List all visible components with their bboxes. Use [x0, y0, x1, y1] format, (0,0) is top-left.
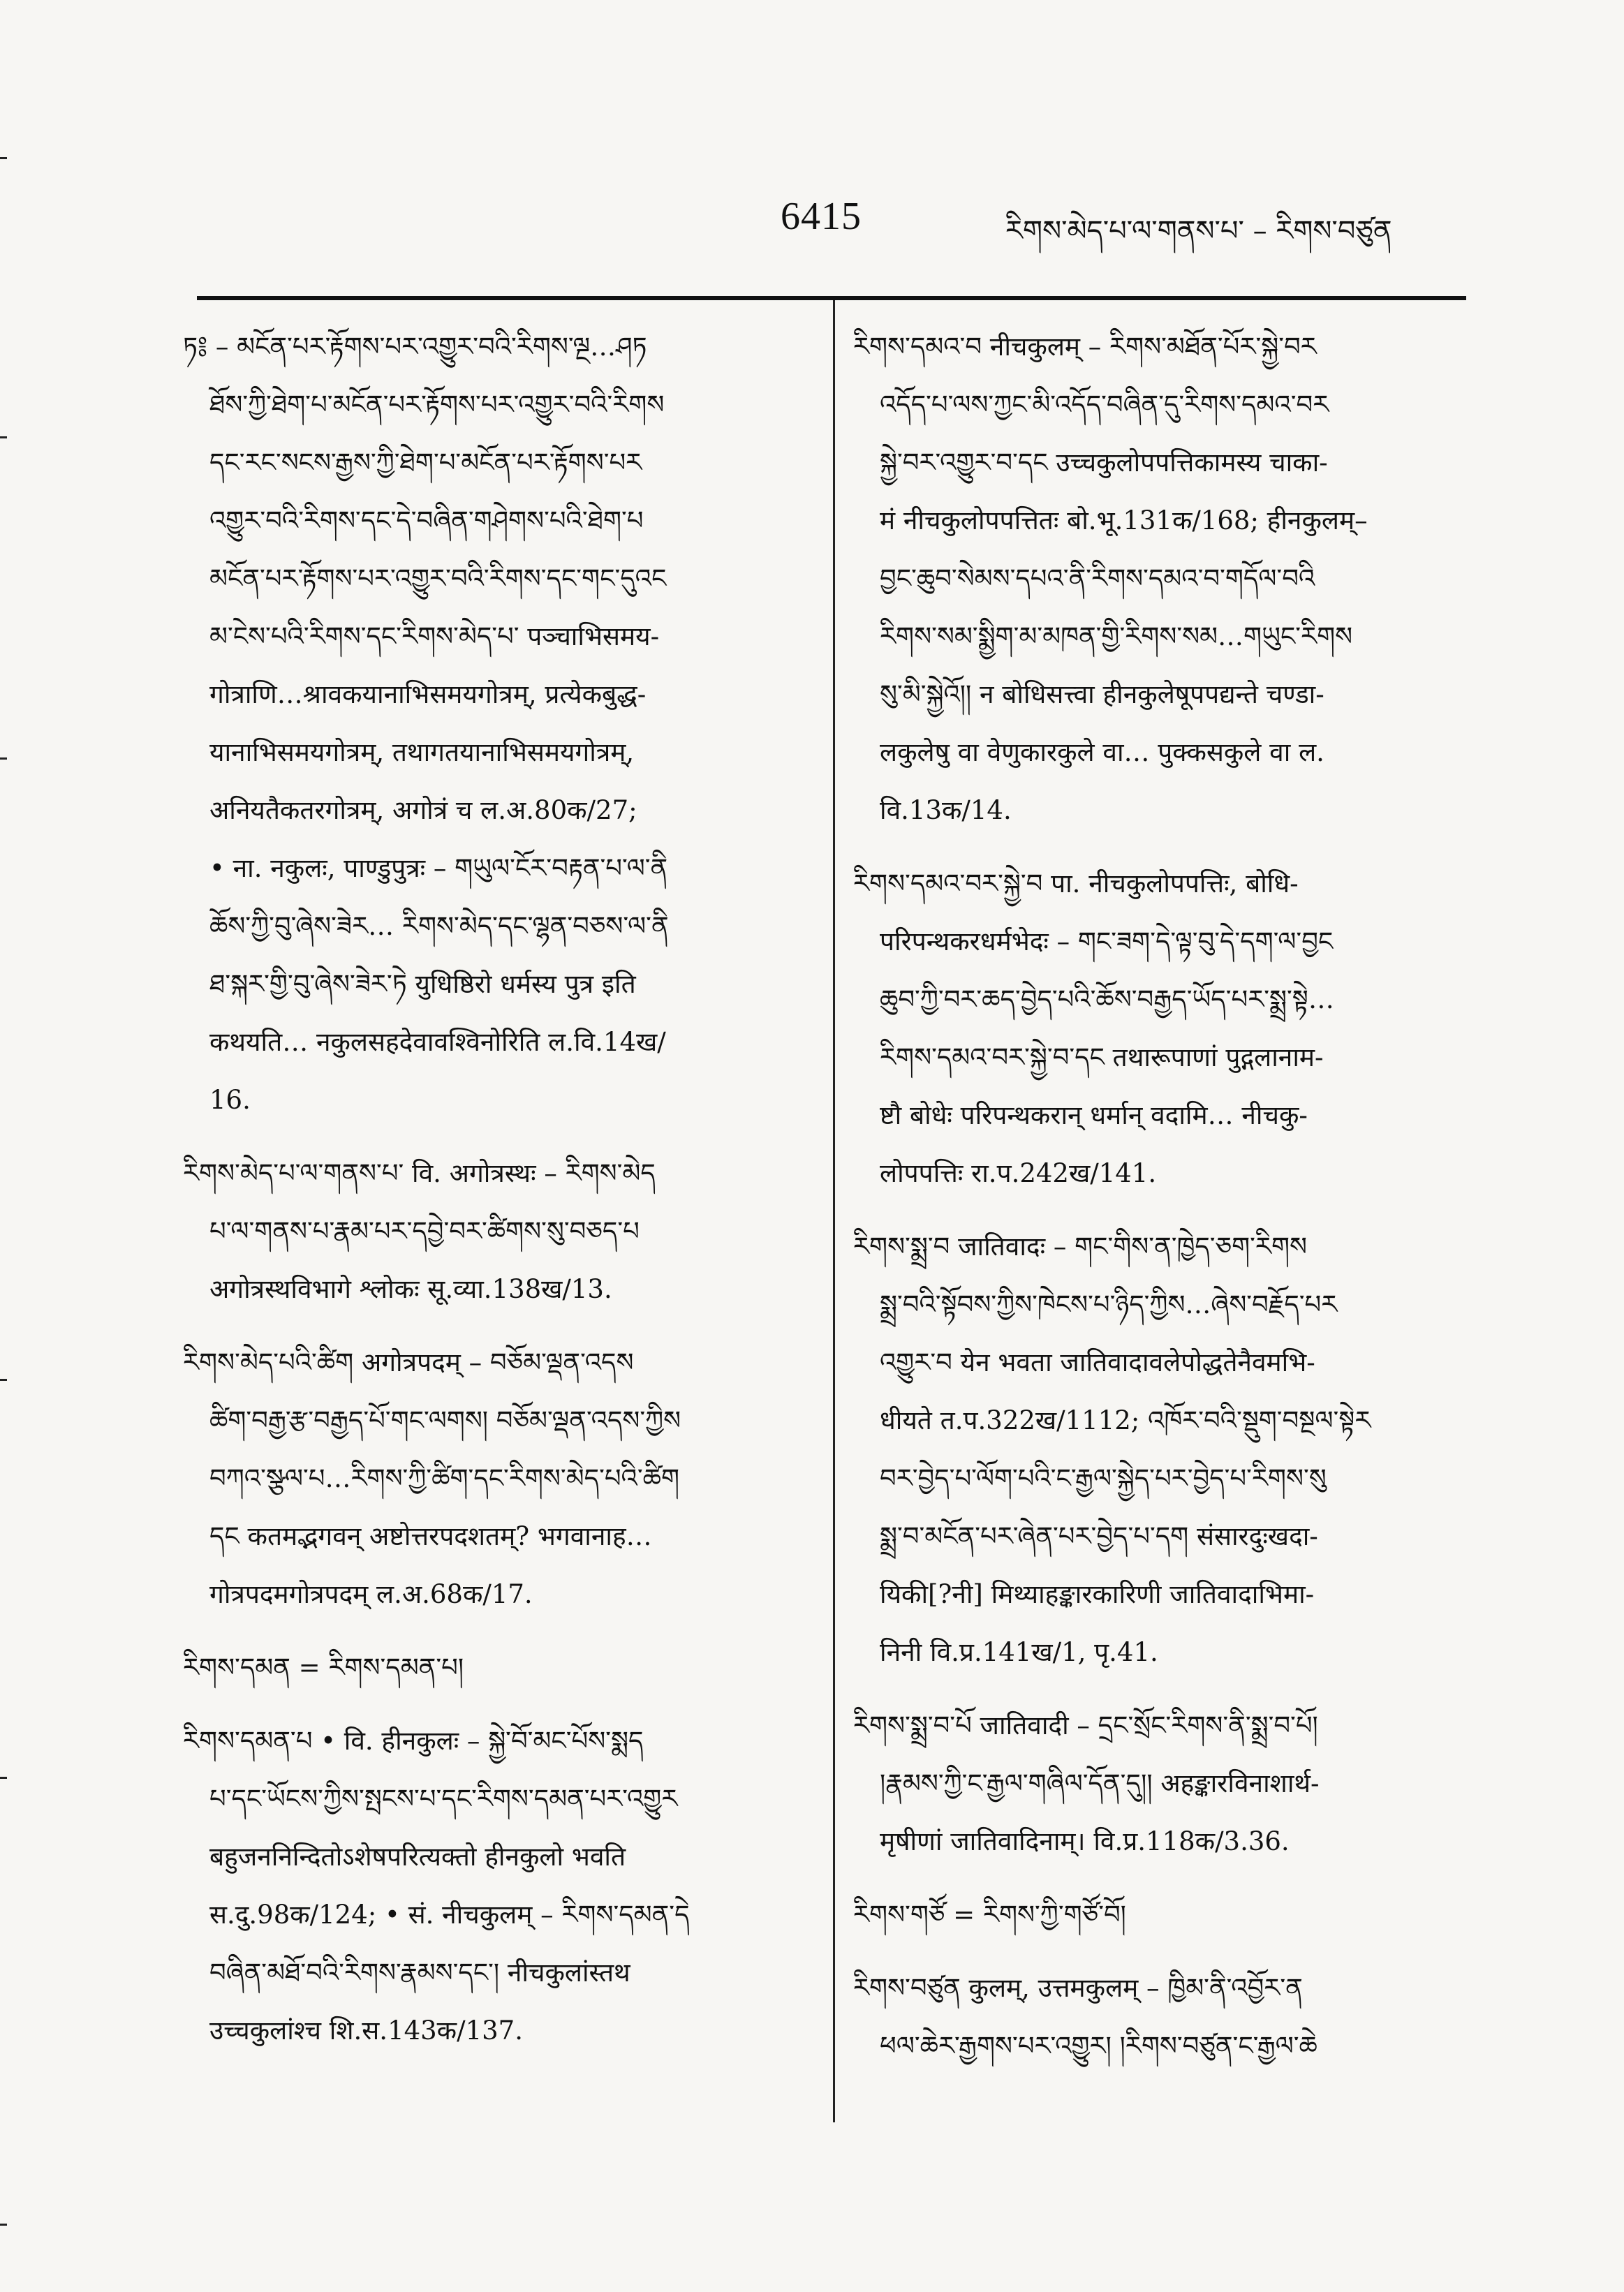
entry-line: ཚིག་བརྒྱ་རྩ་བརྒྱད་པོ་གང་ལགས། བཅོམ་ལྡན་འདས་ཀྱིས	[209, 1405, 681, 1435]
entry-line: परिपन्थकरधर्मभेदः – གང་ཟག་དེ་ལྟ་བུ་དེ་དག་ལ་བྱང	[880, 926, 1334, 956]
entry-line: སྨྲ་བའི་སྟོབས་ཀྱིས་ཁེངས་པ་ཉིད་ཀྱིས…ཞེས་བརྗོད་པར	[880, 1289, 1338, 1319]
entry-line: उच्चकुलांश्च शि.स.143क/137.	[209, 2016, 523, 2046]
dictionary-entry	[853, 1696, 1475, 1870]
entry-headline: རིགས་བཙུན कुलम्, उत्तमकुलम् – ཁྱིམ་ནི་འབྱོར་ན	[853, 1973, 1303, 2003]
entry-headline: རིགས་མེད་པ་ལ་གནས་པ་ वि. अगोत्रस्थः – རིགས་མེད	[183, 1158, 656, 1188]
entry-line: वि.13क/14.	[880, 795, 1012, 825]
entry-line: སྨྲ་བ་མངོན་པར་ཞེན་པར་བྱེད་པ་དག संसारदुःखदा-	[880, 1521, 1318, 1551]
dictionary-entry	[853, 318, 1475, 839]
entry-headline: རིགས་སྨྲ་བ་པོ जातिवादी – དྲང་སྲོང་རིགས་ནི་སྨྲ་བ་པོ།	[853, 1710, 1318, 1740]
entry-line: अनियतैकतरगोत्रम्, अगोत्रं च ल.अ.80क/27;	[209, 795, 637, 825]
entry-headline: ཏ༔ – མངོན་པར་རྟོགས་པར་འགྱུར་བའི་རིགས་ལྔ…ཤཏ	[183, 332, 647, 362]
entry-line: मं नीचकुलोपपत्तितः बो.भू.131क/168; हीनकुलम्–	[880, 505, 1368, 535]
margin-mark	[0, 2224, 7, 2226]
entry-line: བཀའ་སྩལ་པ…རིགས་ཀྱི་ཚིག་དང་རིགས་མེད་པའི་ཚིག	[209, 1463, 680, 1493]
entry-line: མངོན་པར་རྟོགས་པར་འགྱུར་བའི་རིགས་དང་གང་དུའང	[209, 563, 667, 593]
margin-mark	[0, 1777, 7, 1779]
entry-line: འདོད་པ་ལས་ཀྱང་མི་འདོད་བཞིན་དུ་རིགས་དམའ་བར	[880, 390, 1329, 420]
entry-line: ཆུབ་ཀྱི་བར་ཆད་བྱེད་པའི་ཆོས་བརྒྱད་ཡོད་པར་སྨྲ་སྟེ…	[880, 984, 1334, 1014]
entry-headline: རིགས་གཙོ = རིགས་ཀྱི་གཙོ་བོ།	[853, 1900, 1126, 1930]
dictionary-entry	[853, 1886, 1475, 1944]
entry-line: ཆོས་ཀྱི་བུ་ཞེས་ཟེར… རིགས་མེད་དང་ལྷན་བཅས་ལ་ནི	[209, 911, 669, 941]
entry-line: • ना. नकुलः, पाण्डुपुत्रः – གཡུལ་ངོར་བརྟན་པ་ལ་ནི	[209, 853, 668, 883]
column-divider	[833, 300, 835, 2122]
entry-headline: རིགས་དམའ་བར་སྐྱེ་བ पा. नीचकुलोपपत्तिः, बोधि-	[853, 868, 1299, 899]
entry-headline: རིགས་དམན་པ • वि. हीनकुलः – སྐྱེ་བོ་མང་པོས་སྨད	[183, 1726, 644, 1756]
entry-line: अगोत्रस्थविभागे श्लोकः सू.व्या.138ख/13.	[209, 1274, 612, 1304]
entry-line: བཞིན་མཐོ་བའི་རིགས་རྣམས་དང་། नीचकुलांस्तथ	[209, 1958, 630, 1988]
entry-line: བར་བྱེད་པ་ལོག་པའི་ང་རྒྱལ་སྐྱེད་པར་བྱེད་པ་རིགས་སུ	[880, 1463, 1327, 1493]
entry-line: མ་ངེས་པའི་རིགས་དང་རིགས་མེད་པ་ पञ्चाभिसमय-	[209, 621, 660, 651]
margin-mark	[0, 157, 7, 159]
dictionary-entry	[853, 1959, 1475, 2075]
entry-line: །རྣམས་ཀྱི་ང་རྒྱལ་གཞིལ་དོན་དུ།། अहङ्कारविनाशार्थ-	[880, 1768, 1320, 1798]
right-column	[853, 318, 1475, 2090]
entry-line: རིགས་དམའ་བར་སྐྱེ་བ་དང तथारूपाणां पुद्गलानाम-	[880, 1042, 1324, 1072]
entry-line: སྐྱེ་བར་འགྱུར་བ་དང उच्चकुलोपपत्तिकामस्य चाका-	[880, 448, 1328, 478]
dictionary-entry	[853, 1218, 1475, 1681]
entry-line: स.दु.98क/124; • सं. नीचकुलम् – རིགས་དམན་དེ	[209, 1900, 690, 1930]
dictionary-entry	[183, 1639, 815, 1696]
entry-line: निनी वि.प्र.141ख/1, पृ.41.	[880, 1637, 1158, 1667]
entry-line: སུ་མི་སྐྱེའོ།། न बोधिसत्त्वा हीनकुलेषूपपद्यन्ते चण्डा-	[880, 679, 1324, 709]
entry-headline: རིགས་དམའ་བ नीचकुलम् – རིགས་མཐོན་པོར་སྐྱེ་བར	[853, 332, 1317, 362]
entry-line: དང་རང་སངས་རྒྱས་ཀྱི་ཐེག་པ་མངོན་པར་རྟོགས་པར	[209, 448, 642, 478]
entry-line: རིགས་སམ་སྨྱིག་མ་མཁན་གྱི་རིགས་སམ…གཡུང་རིགས	[880, 621, 1353, 651]
dictionary-entry	[183, 318, 815, 1129]
entry-line: गोत्राणि…श्रावकयानाभिसमयगोत्रम्, प्रत्येकबुद्ध-	[209, 679, 647, 709]
entry-line: ष्टौ बोधेः परिपन्थकरान् धर्मान् वदामि… नीचकु-	[880, 1100, 1308, 1130]
entry-line: गोत्रपदमगोत्रपदम् ल.अ.68क/17.	[209, 1579, 533, 1609]
entry-headline: རིགས་མེད་པའི་ཚིག अगोत्रपदम् – བཅོམ་ལྡན་འདས	[183, 1347, 634, 1377]
entry-line: लोपपत्तिः रा.प.242ख/141.	[880, 1158, 1157, 1188]
entry-line: कथयति… नकुलसहदेवावश्विनोरिति ल.वि.14ख/	[209, 1027, 666, 1057]
running-head: རིགས་མེད་པ་ལ་གནས་པ་ – རིགས་བཙུན	[1005, 215, 1392, 247]
dictionary-entry	[183, 1144, 815, 1318]
left-column	[183, 318, 815, 2075]
page-number: 6415	[781, 195, 862, 238]
header-rule	[197, 296, 1466, 300]
entry-line: ཐ་སྐར་གྱི་བུ་ཞེས་ཟེར་ཏེ युधिष्ठिरो धर्मस्य पुत्र इति	[209, 969, 636, 999]
entry-line: धीयते त.प.322ख/1112; འཁོར་བའི་སྡུག་བསྔལ་སྟེར	[880, 1405, 1371, 1435]
entry-line: यानाभिसमयगोत्रम्, तथागतयानाभिसमयगोत्रम्,	[209, 737, 635, 767]
entry-line: ཕལ་ཆེར་རྒྱགས་པར་འགྱུར། །རིགས་བཙུན་ང་རྒྱལ་ཆེ	[880, 2031, 1317, 2061]
entry-line: འགྱུར་བ येन भवता जातिवादावलेपोद्धतेनैवमभि-	[880, 1347, 1315, 1377]
entry-line: लकुलेषु वा वेणुकारकुले वा… पुक्कसकुले वा ल.	[880, 737, 1324, 767]
entry-line: དང कतमद्भगवन् अष्टोत्तरपदशतम्? भगवानाह…	[209, 1521, 652, 1551]
dictionary-entry	[853, 855, 1475, 1202]
margin-mark	[0, 1379, 7, 1381]
entry-line: 16.	[209, 1085, 251, 1115]
entry-headline: རིགས་སྨྲ་བ जातिवादः – གང་གིས་ན་ཁྱེད་ཅག་རིགས	[853, 1232, 1308, 1262]
entry-line: बहुजननिन्दितोऽशेषपरित्यक्तो हीनकुलो भवति	[209, 1842, 626, 1872]
entry-line: པ་དང་ཡོངས་ཀྱིས་སྤངས་པ་དང་རིགས་དམན་པར་འགྱུར	[209, 1784, 678, 1814]
entry-line: यिकी[?नी] मिथ्याहङ्कारकारिणी जातिवादाभिमा-	[880, 1579, 1315, 1609]
dictionary-entry	[183, 1712, 815, 2060]
margin-mark	[0, 436, 7, 438]
entry-line: ཐོས་ཀྱི་ཐེག་པ་མངོན་པར་རྟོགས་པར་འགྱུར་བའི་རིགས	[209, 390, 665, 420]
entry-line: འགྱུར་བའི་རིགས་དང་དེ་བཞིན་གཤེགས་པའི་ཐེག་པ	[209, 505, 644, 535]
entry-line: मृषीणां जातिवादिनाम्। वि.प्र.118क/3.36.	[880, 1826, 1290, 1856]
entry-headline: རིགས་དམན = རིགས་དམན་པ།	[183, 1653, 464, 1683]
margin-mark	[0, 757, 7, 760]
entry-line: པ་ལ་གནས་པ་རྣམ་པར་དབྱེ་བར་ཚིགས་སུ་བཅད་པ	[209, 1216, 640, 1246]
entry-line: བྱང་ཆུབ་སེམས་དཔའ་ནི་རིགས་དམའ་བ་གདོལ་བའི	[880, 563, 1315, 593]
dictionary-entry	[183, 1333, 815, 1623]
